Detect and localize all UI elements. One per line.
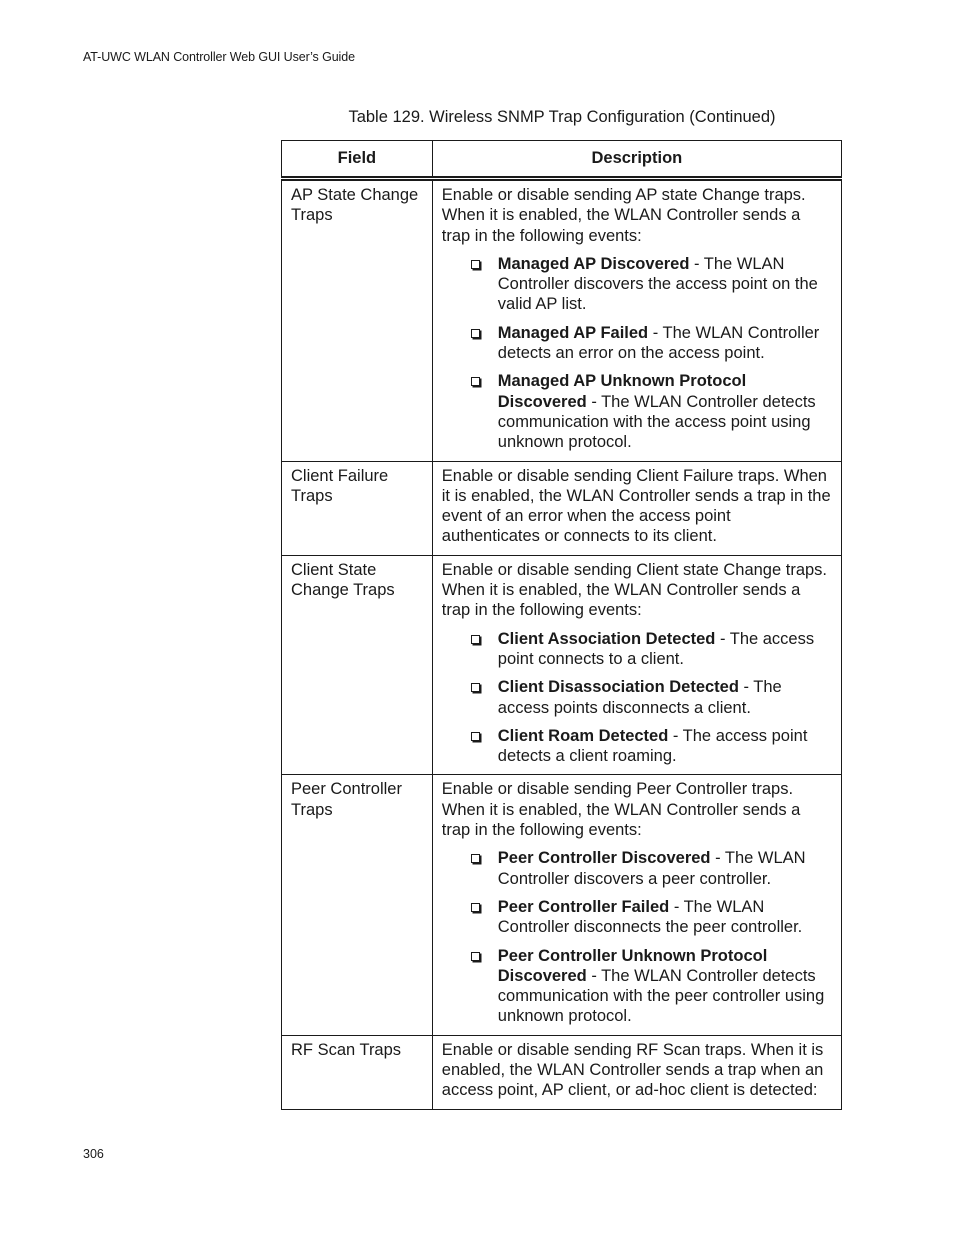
checkbox-bullet-icon: [471, 854, 480, 863]
event-item: [498, 629, 831, 670]
description-cell: [432, 775, 841, 1035]
event-term: Managed AP Unknown Protocol Discovered: [497, 372, 747, 411]
checkbox-bullet-icon: [471, 329, 480, 338]
event-text: - The access point connects to a client.: [497, 629, 815, 668]
table-row: [282, 775, 842, 1035]
event-term: Client Roam Detected: [497, 726, 669, 745]
description-cell: [432, 555, 841, 775]
table-caption: Table 129. Wireless SNMP Trap Configuration (Continued): [348, 108, 776, 126]
event-item: [498, 677, 831, 718]
event-term: Peer Controller Unknown Protocol Discovered: [497, 946, 768, 985]
checkbox-bullet-icon: [471, 260, 480, 269]
field-cell: AP State Change Traps: [282, 179, 433, 462]
table-header-row: [282, 141, 842, 179]
event-term: Client Association Detected: [497, 629, 716, 648]
column-header-field: Field: [282, 141, 433, 179]
table-row: [282, 461, 842, 555]
description-text: Enable or disable sending Client Failure traps. When it is enabled, the WLAN Controller sends a trap in the event of an error when the access point authenticates or connects to its client.: [441, 466, 831, 546]
checkbox-bullet-icon: [471, 683, 480, 692]
event-term: Managed AP Failed: [497, 323, 649, 342]
description-text: Enable or disable sending RF Scan traps. When it is enabled, the WLAN Controller sends a trap when an access point, AP client, or ad-hoc client is detected:: [441, 1040, 824, 1100]
table-row: [282, 1035, 842, 1109]
event-item: [498, 946, 831, 1027]
description-text: Enable or disable sending Client state Change traps. When it is enabled, the WLAN Controller sends a trap in the following events:: [441, 560, 828, 620]
checkbox-bullet-icon: [471, 952, 480, 961]
event-term: Peer Controller Failed: [497, 897, 670, 916]
field-cell: Client Failure Traps: [282, 461, 433, 555]
event-text: - The access points disconnects a client.: [497, 678, 782, 717]
checkbox-bullet-icon: [471, 635, 480, 644]
checkbox-bullet-icon: [471, 732, 480, 741]
event-term: Managed AP Discovered: [497, 254, 690, 273]
running-header: AT-UWC WLAN Controller Web GUI User’s Guide: [83, 50, 355, 64]
event-list: [442, 848, 831, 1026]
field-cell: RF Scan Traps: [282, 1035, 433, 1109]
event-term: Peer Controller Discovered: [497, 849, 711, 868]
event-item: [498, 254, 831, 315]
event-list: [442, 629, 831, 767]
event-item: [498, 323, 831, 364]
event-item: [498, 848, 831, 889]
page-number: 306: [83, 1147, 104, 1161]
event-item: [498, 897, 831, 938]
checkbox-bullet-icon: [471, 377, 480, 386]
field-cell: Peer Controller Traps: [282, 775, 433, 1035]
table-row: [282, 555, 842, 775]
description-text: Enable or disable sending AP state Change traps. When it is enabled, the WLAN Controller sends a trap in the following events:: [441, 186, 806, 245]
event-item: [498, 371, 831, 452]
event-text: - The WLAN Controller detects communication with the peer controller using unknown protocol.: [497, 966, 825, 1026]
description-cell: [432, 1035, 841, 1109]
event-text: - The WLAN Controller detects communication with the access point using unknown protocol.: [497, 392, 816, 452]
event-text: - The WLAN Controller detects an error on the access point.: [497, 323, 820, 363]
column-header-description: Description: [432, 141, 841, 179]
table-row: [282, 179, 842, 462]
event-text: - The access point detects a client roaming.: [497, 726, 808, 766]
event-text: - The WLAN Controller discovers the access point on the valid AP list.: [497, 254, 818, 314]
event-item: [498, 726, 831, 767]
field-cell: Client State Change Traps: [282, 555, 433, 775]
event-text: - The WLAN Controller disconnects the peer controller.: [497, 897, 803, 937]
event-list: [442, 254, 831, 453]
trap-configuration-table: [281, 140, 842, 1110]
checkbox-bullet-icon: [471, 903, 480, 912]
event-text: - The WLAN Controller discovers a peer controller.: [497, 849, 806, 888]
event-term: Client Disassociation Detected: [497, 678, 739, 697]
description-text: Enable or disable sending Peer Controller traps. When it is enabled, the WLAN Controller sends a trap in the following events:: [441, 780, 801, 840]
description-cell: [432, 461, 841, 555]
description-cell: [432, 179, 841, 462]
